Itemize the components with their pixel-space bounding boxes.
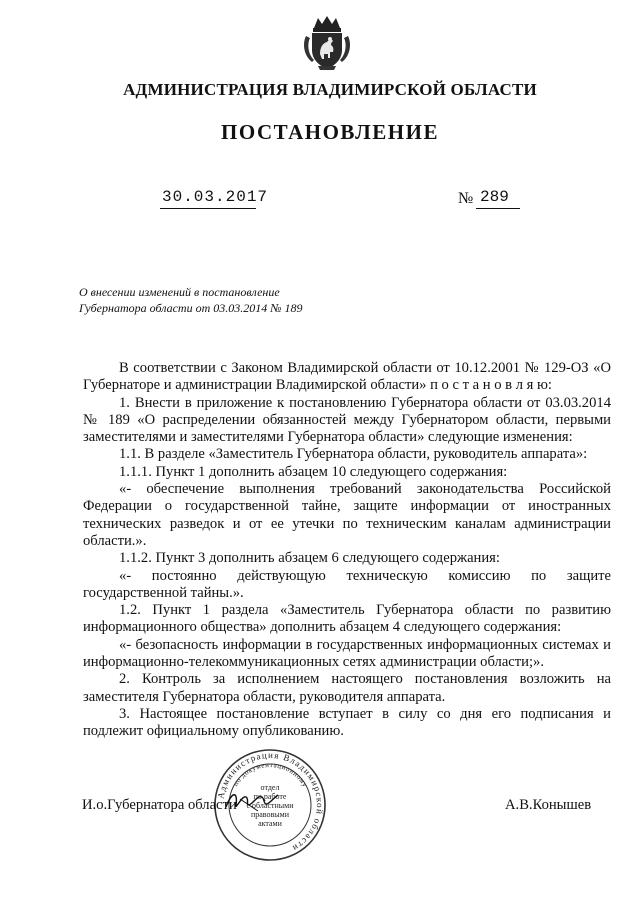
paragraph: 1.1.2. Пункт 3 дополнить абзацем 6 следующего содержания: — [119, 550, 500, 567]
paragraph: «- обеспечение выполнения требований законодательства Российской Федерации о государственной тайне, защите информации от иностранных технических разведок и от ее утечки по техническим каналам администрации области.». — [83, 481, 611, 549]
svg-text:актами: актами — [258, 819, 282, 828]
document-date: 30.03.2017 — [160, 188, 256, 209]
document-number: 289 — [476, 188, 520, 209]
organization-name: АДМИНИСТРАЦИЯ ВЛАДИМИРСКОЙ ОБЛАСТИ — [123, 80, 537, 99]
svg-text:Администрация Владимирской обл: Администрация Владимирской области — [215, 749, 326, 854]
paragraph: В соответствии с Законом Владимирской области от 10.12.2001 № 129-ОЗ «О Губернаторе и администрации Владимирской области» п о с т а н о в л я ю: — [83, 360, 611, 394]
paragraph: 3. Настоящее постановление вступает в силу со дня его подписания и подлежит официальному опубликованию. — [83, 705, 611, 740]
document-subject — [79, 284, 379, 316]
subject-line: О внесении изменений в постановление — [79, 285, 280, 299]
paragraph: 2. Контроль за исполнением настоящего постановления возложить на заместителя Губернатора области, руководителя аппарата. — [83, 671, 611, 705]
paragraph: 1.1. В разделе «Заместитель Губернатора области, руководитель аппарата»: — [119, 446, 588, 463]
paragraph: «- безопасность информации в государственных информационных системах и информационно-телекоммуникационных сетях администрации области;». — [83, 636, 611, 671]
signatory-name: А.В.Конышев — [505, 797, 592, 813]
document-type: ПОСТАНОВЛЕНИЕ — [221, 120, 439, 144]
svg-text:с областными: с областными — [246, 801, 294, 810]
paragraph: «- постоянно действующую техническую комиссию по защите государственной тайны.». — [83, 567, 611, 601]
svg-text:по документационному: по документационному — [231, 760, 310, 789]
svg-text:по работе: по работе — [253, 792, 287, 801]
number-label: № — [458, 190, 474, 207]
paragraph: 1. Внести в приложение к постановлению Губернатора области от 03.03.2014 № 189 «О распределении обязанностей между Губернатором области, первыми заместителями и заместителями Губернатора области» следующие изменения: — [83, 394, 611, 446]
document-body — [83, 360, 611, 741]
paragraph: 1.2. Пункт 1 раздела «Заместитель Губернатора области по развитию информационного общества» дополнить абзацем 4 следующего содержания: — [83, 602, 611, 636]
svg-text:отдел: отдел — [260, 783, 280, 792]
coat-of-arms-icon — [298, 14, 356, 72]
svg-text:правовыми: правовыми — [250, 810, 290, 819]
paragraph: 1.1.1. Пункт 1 дополнить абзацем 10 следующего содержания: — [119, 463, 508, 480]
signatory-title: И.о.Губернатора области — [82, 797, 237, 813]
subject-line: Губернатора области от 03.03.2014 № 189 — [79, 301, 303, 315]
